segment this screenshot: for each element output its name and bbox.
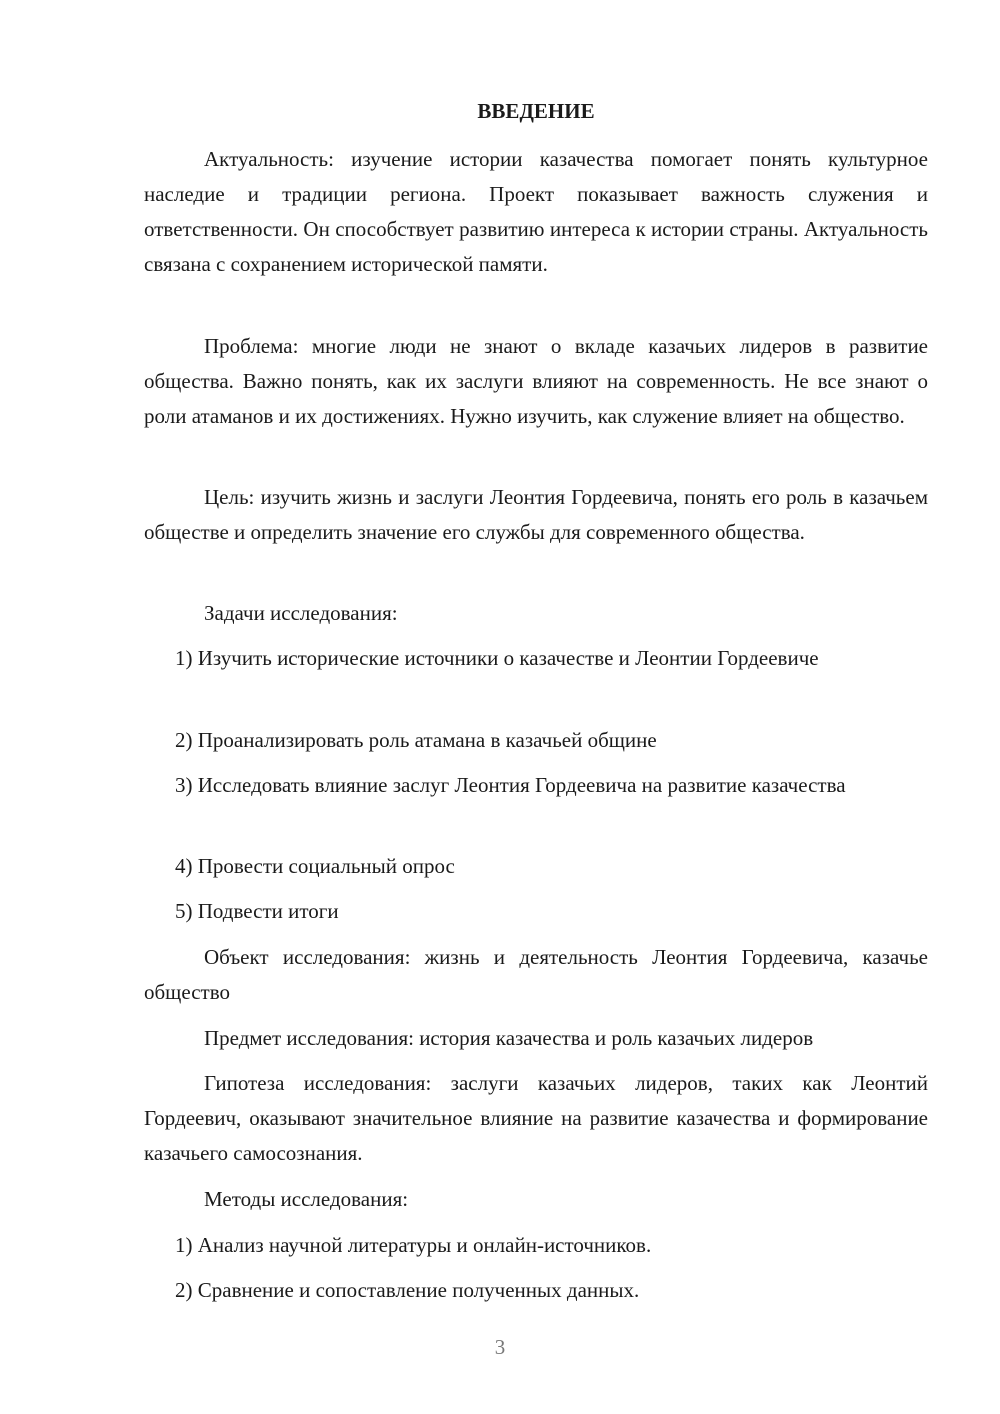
task-item-2: 2) Проанализировать роль атамана в казачьей общине: [175, 728, 657, 752]
page-number: 3: [494, 1335, 506, 1359]
tasks-title: Задачи исследования:: [204, 601, 398, 625]
method-item-2: 2) Сравнение и сопоставление полученных данных.: [175, 1278, 640, 1302]
paragraph-subject: Предмет исследования: история казачества и роль казачьих лидеров: [204, 1026, 814, 1050]
section-heading: ВВЕДЕНИЕ: [477, 99, 595, 123]
paragraph-hypothesis: Гипотеза исследования: заслуги казачьих лидеров, таких как Леонтий Гордеевич, оказывают значительное влияние на развитие казачества и формирование казачьего самосознания.: [144, 1071, 928, 1165]
task-item-5: 5) Подвести итоги: [175, 899, 339, 923]
task-item-4: 4) Провести социальный опрос: [175, 854, 455, 878]
methods-title: Методы исследования:: [204, 1187, 409, 1211]
method-item-1: 1) Анализ научной литературы и онлайн-источников.: [175, 1233, 652, 1257]
paragraph-object: Объект исследования: жизнь и деятельность Леонтия Гордеевича, казачье общество: [144, 945, 928, 1004]
task-item-3: 3) Исследовать влияние заслуг Леонтия Гордеевича на развитие казачества: [175, 773, 846, 797]
paragraph-relevance: Актуальность: изучение истории казачества помогает понять культурное наследие и традиции региона. Проект показывает важность служения и ответственности. Он способствует развитию интереса к истории страны. Актуальность связана с сохранением исторической памяти.: [144, 147, 928, 276]
task-item-1: 1) Изучить исторические источники о казачестве и Леонтии Гордеевиче: [175, 646, 819, 670]
paragraph-problem: Проблема: многие люди не знают о вкладе казачьих лидеров в развитие общества. Важно понять, как их заслуги влияют на современность. Не все знают о роли атаманов и их достижениях. Нужно изучить, как служение влияет на общество.: [144, 334, 928, 428]
paragraph-goal: Цель: изучить жизнь и заслуги Леонтия Гордеевича, понять его роль в казачьем обществе и определить значение его службы для современного общества.: [144, 485, 928, 544]
